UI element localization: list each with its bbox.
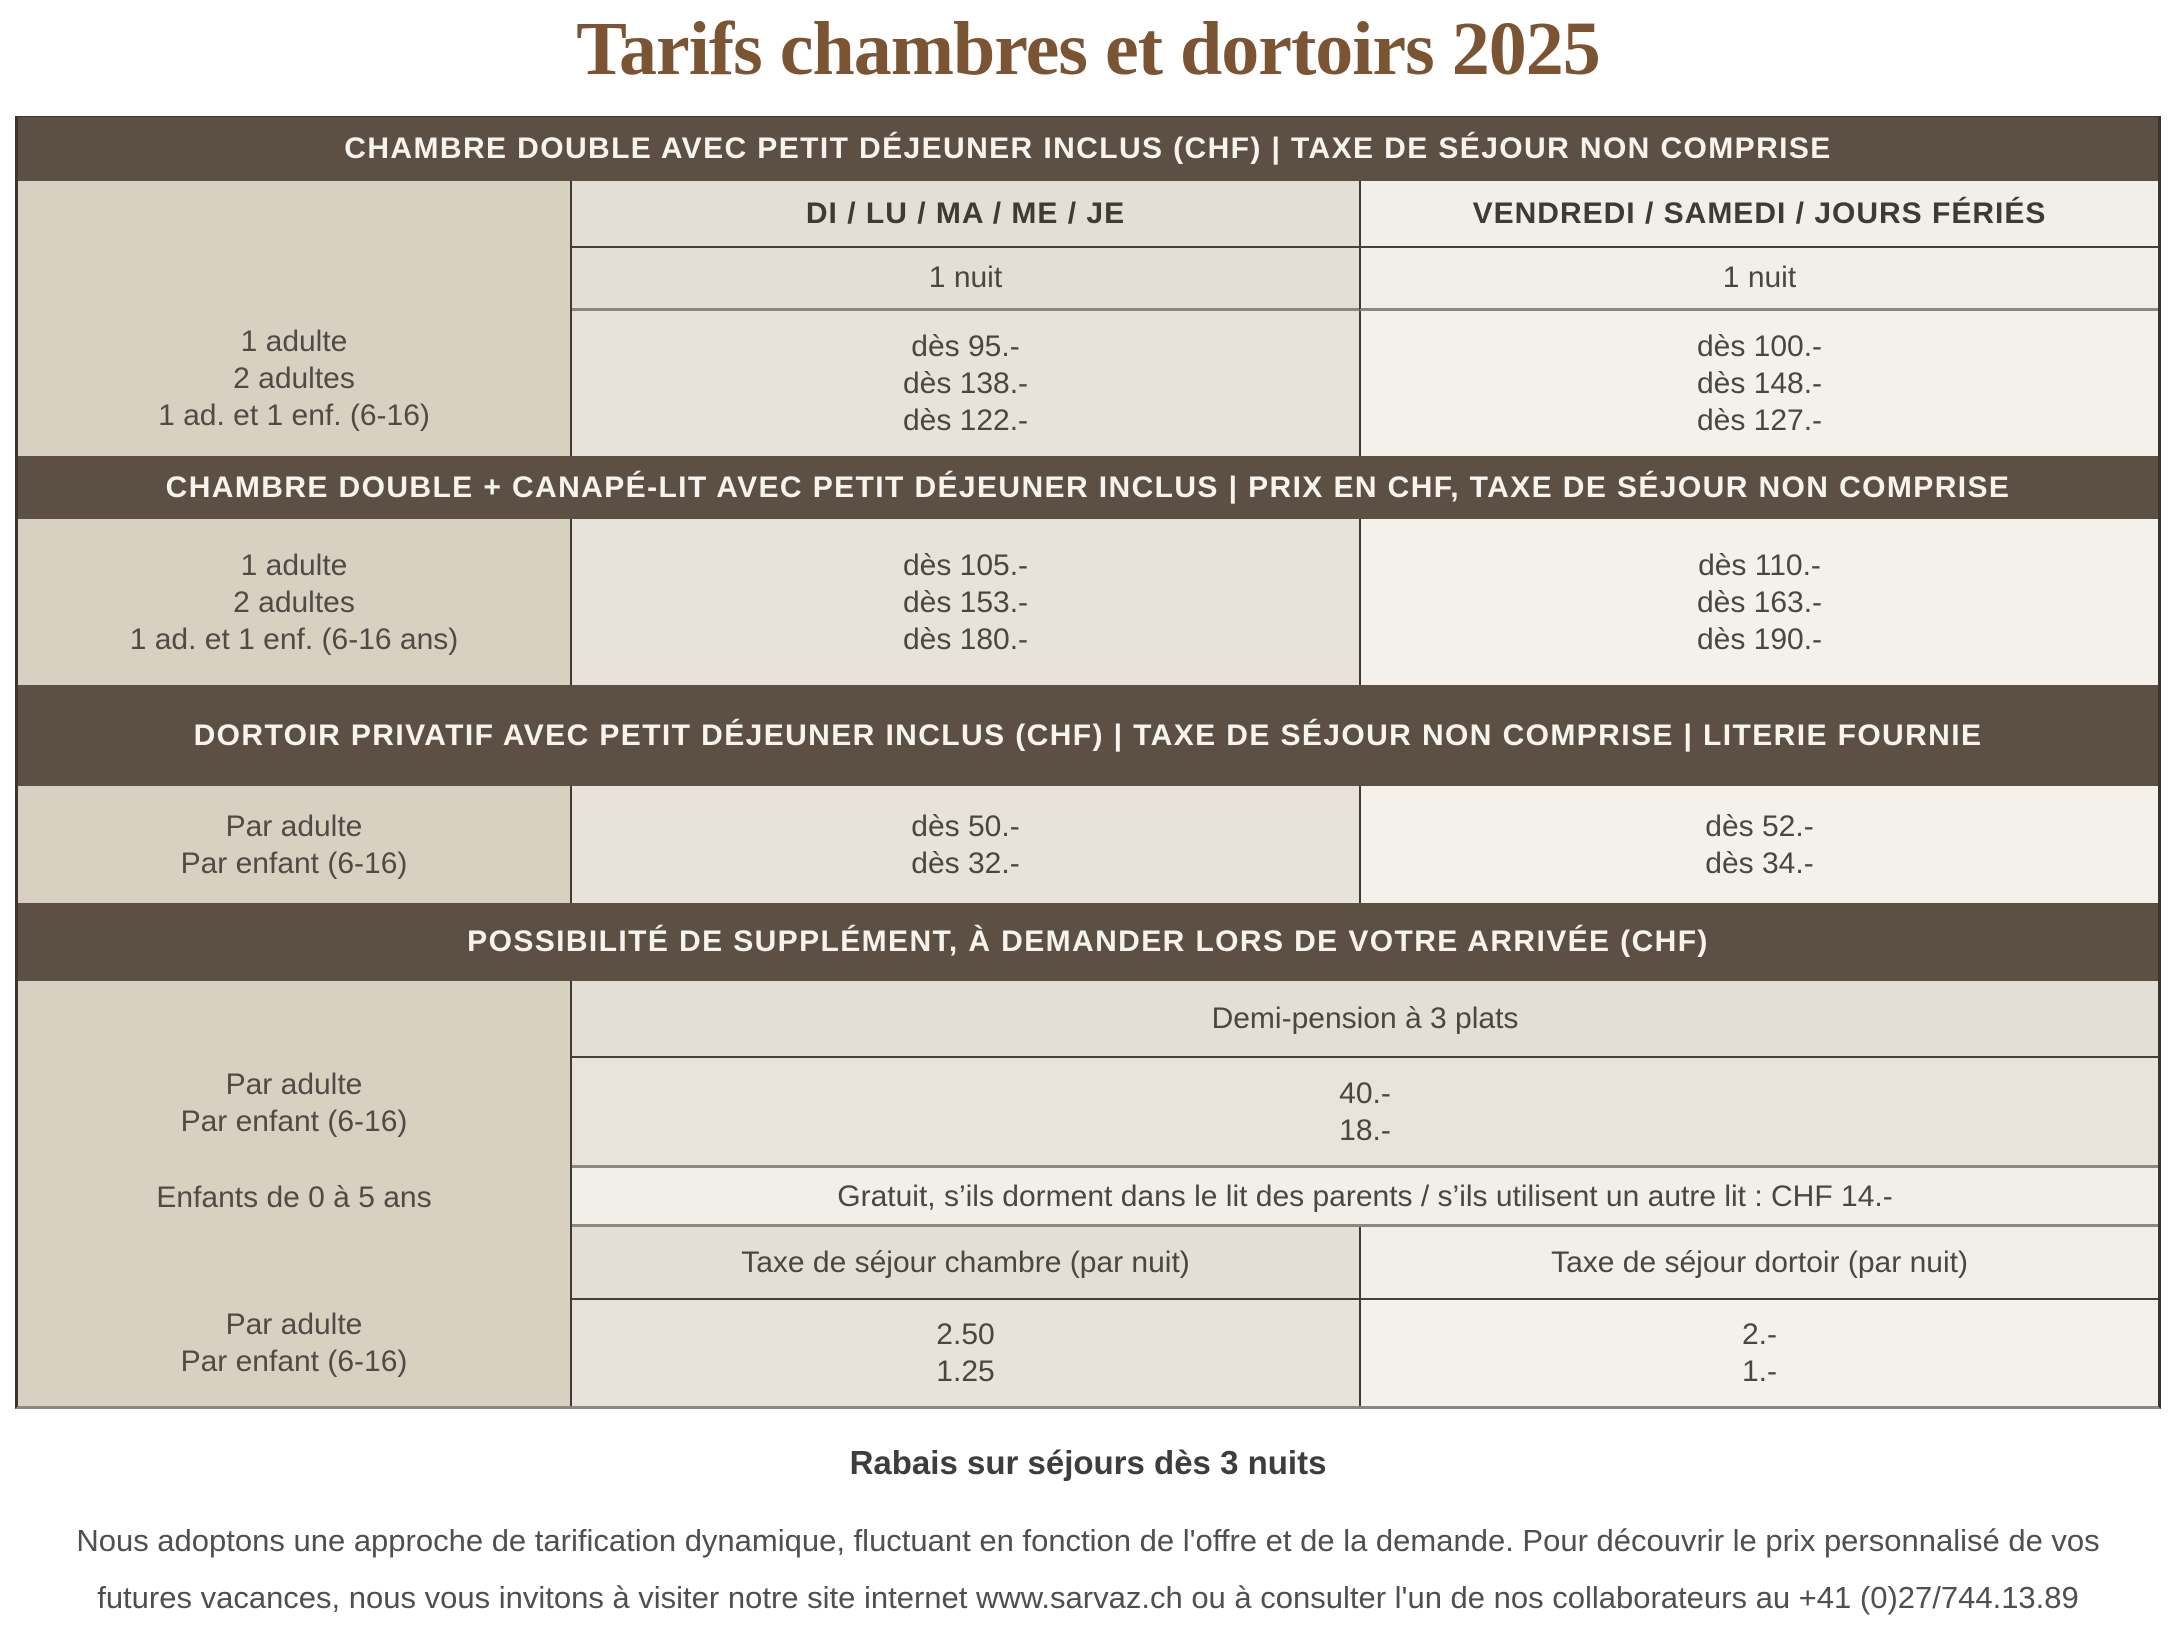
price-value: dès 138.-	[902, 367, 1029, 400]
weekend-one-night-subheader: 1 nuit	[1359, 248, 2158, 311]
section4-header: POSSIBILITÉ DE SUPPLÉMENT, À DEMANDER LORS DE VOTRE ARRIVÉE (CHF)	[18, 903, 2158, 981]
price-value: dès 163.-	[1696, 585, 1823, 619]
section2-weekend-prices	[1359, 519, 2158, 685]
children-free-note	[572, 1168, 2158, 1227]
weekdays-column-header: DI / LU / MA / ME / JE	[572, 181, 1359, 248]
price-value: dès 122.-	[902, 404, 1029, 437]
price-value: dès 127.-	[1696, 404, 1823, 437]
row-label: Par adulte	[225, 809, 363, 843]
section3-weekend-prices	[1359, 786, 2158, 903]
price-value: dès 190.-	[1696, 622, 1823, 656]
price-value: dès 52.-	[1705, 809, 1814, 843]
row-label: Par adulte	[225, 1068, 363, 1101]
section1-weekday-prices	[572, 311, 1359, 456]
price-value: dès 32.-	[911, 846, 1020, 880]
discount-note: Rabais sur séjours dès 3 nuits	[849, 1444, 1327, 1481]
section2-header: CHAMBRE DOUBLE + CANAPÉ-LIT AVEC PETIT DÉJEUNER INCLUS | PRIX EN CHF, TAXE DE SÉJOUR NON COMPRISE	[18, 456, 2158, 519]
section1-weekend-prices	[1359, 311, 2158, 456]
tax-room-prices	[572, 1300, 1359, 1406]
row-label: Par adulte	[225, 1308, 363, 1341]
price-value: dès 105.-	[902, 548, 1029, 582]
section3-body	[18, 786, 2158, 903]
tax-dorm-header: Taxe de séjour dortoir (par nuit)	[1359, 1227, 2158, 1300]
tariff-table	[15, 116, 2161, 1409]
section1-body	[18, 181, 2158, 456]
price-value: dès 50.-	[911, 809, 1020, 843]
row-label: Par enfant (6-16)	[180, 1105, 408, 1138]
row-label: 1 adulte	[240, 548, 348, 582]
section3-row-labels	[18, 786, 572, 903]
price-value: 18.-	[1339, 1113, 1391, 1147]
price-value: dès 95.-	[911, 330, 1020, 363]
section1-header: CHAMBRE DOUBLE AVEC PETIT DÉJEUNER INCLUS (CHF) | TAXE DE SÉJOUR NON COMPRISE	[18, 117, 2158, 181]
price-value: 1.25	[936, 1355, 995, 1388]
price-value: 2.50	[936, 1318, 995, 1351]
row-label: 1 ad. et 1 enf. (6-16)	[158, 399, 430, 432]
price-value: 2.-	[1741, 1318, 1777, 1351]
halfboard-row-labels	[18, 981, 572, 1168]
row-label: 1 ad. et 1 enf. (6-16 ans)	[129, 622, 459, 656]
tax-room-header: Taxe de séjour chambre (par nuit)	[572, 1227, 1359, 1300]
row-label: 2 adultes	[233, 585, 355, 619]
section2-body	[18, 519, 2158, 685]
row-label: 1 adulte	[240, 325, 348, 358]
weekdays-one-night-subheader: 1 nuit	[572, 248, 1359, 311]
weekend-column-header: VENDREDI / SAMEDI / JOURS FÉRIÉS	[1359, 181, 2158, 248]
price-value: dès 180.-	[902, 622, 1029, 656]
page-title: Tarifs chambres et dortoirs 2025	[576, 7, 1600, 91]
halfboard-prices	[572, 1058, 2158, 1168]
row-label: Par enfant (6-16)	[180, 1345, 408, 1378]
section4-body	[18, 981, 2158, 1406]
tax-dorm-prices	[1359, 1300, 2158, 1406]
price-value: 1.-	[1741, 1355, 1777, 1388]
price-value: dès 148.-	[1696, 367, 1823, 400]
price-value: 40.-	[1339, 1076, 1391, 1110]
tax-row-labels	[18, 1227, 572, 1406]
section3-header: DORTOIR PRIVATIF AVEC PETIT DÉJEUNER INCLUS (CHF) | TAXE DE SÉJOUR NON COMPRISE | LITERIE FOURNIE	[18, 685, 2158, 786]
children-row-label	[18, 1168, 572, 1227]
price-value: dès 34.-	[1705, 846, 1814, 880]
section2-row-labels	[18, 519, 572, 685]
section3-weekday-prices	[572, 786, 1359, 903]
dynamic-pricing-paragraph: Nous adoptons une approche de tarification dynamique, fluctuant en fonction de l'offre et de la demande. Pour découvrir le prix personnalisé de vos futures vacances, nous vous invitons à visiter notre site internet www.sarvaz.ch ou à consulter l'un de nos collaborateurs au +41 (0)27/744.13.89	[76, 1523, 2100, 1615]
section2-weekday-prices	[572, 519, 1359, 685]
row-label: 2 adultes	[233, 362, 355, 395]
price-value: dès 100.-	[1696, 330, 1823, 363]
price-value: dès 110.-	[1698, 548, 1821, 582]
note-text: Gratuit, s’ils dorment dans le lit des parents / s’ils utilisent un autre lit : CHF 14.-	[837, 1179, 1893, 1213]
section1-row-labels	[18, 181, 572, 456]
halfboard-title: Demi-pension à 3 plats	[572, 981, 2158, 1058]
row-label: Par enfant (6-16)	[180, 846, 408, 880]
row-label: Enfants de 0 à 5 ans	[156, 1181, 432, 1214]
price-value: dès 153.-	[902, 585, 1029, 619]
